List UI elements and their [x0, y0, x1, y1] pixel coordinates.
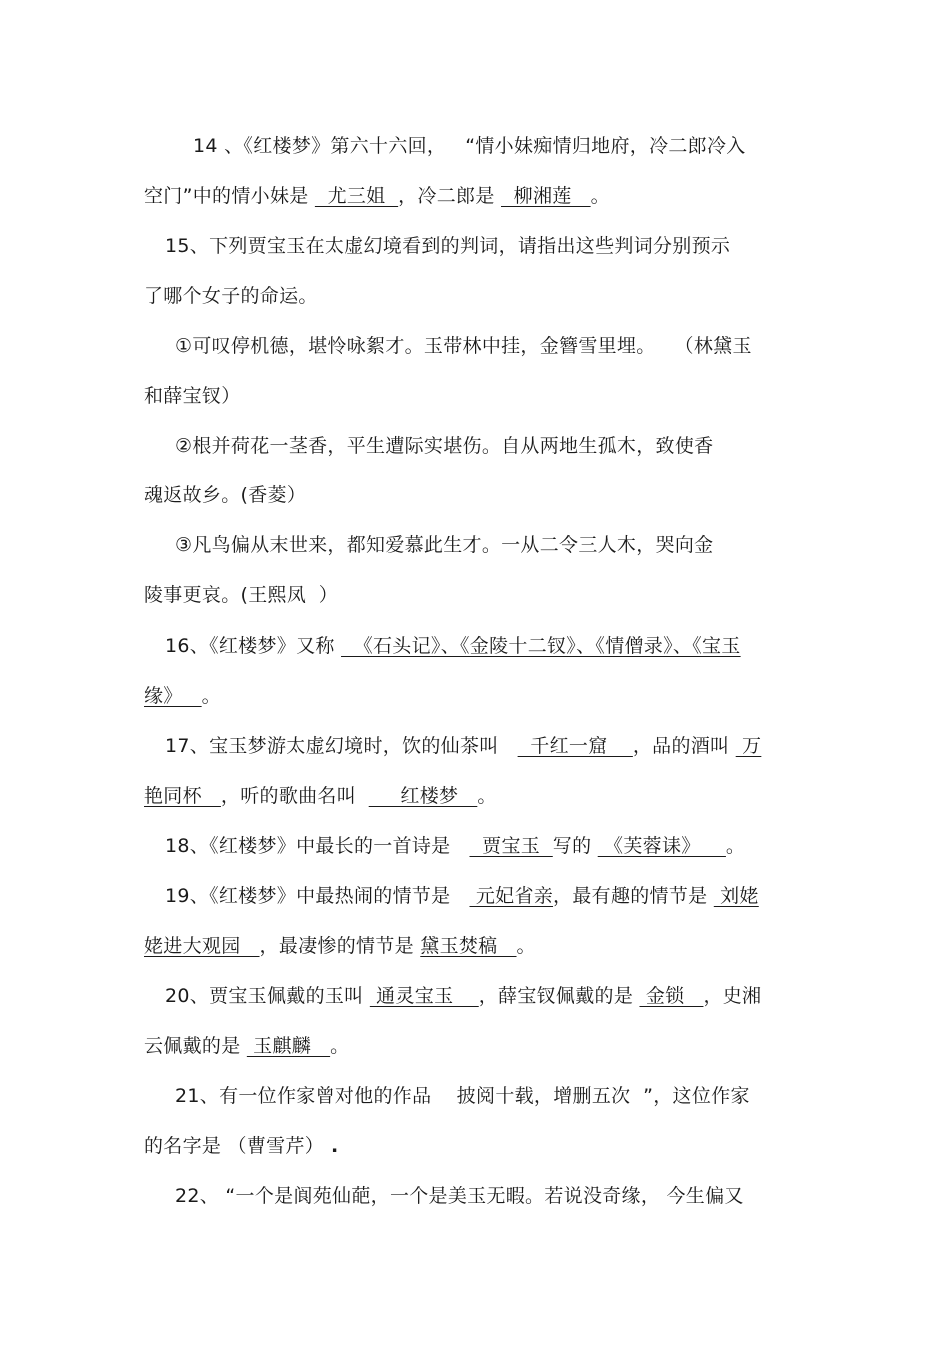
q16-text: 。 — [201, 685, 221, 707]
q18-answer-1: 贾宝玉 — [469, 835, 553, 857]
q17-answer-1: 千红一窟 — [517, 735, 633, 757]
q18-answer-2: 《芙蓉诔》 — [597, 835, 726, 857]
q21-line1: 21、有一位作家曾对他的作品 披阅十载，增删五次 ”，这位作家 — [175, 1085, 750, 1107]
q16-answer-cont: 缘》 — [144, 685, 202, 707]
q16-text: 16、《红楼梦》又称 — [165, 635, 342, 657]
q16-line2 — [144, 684, 221, 708]
q18-line1 — [165, 834, 745, 858]
q17-text: 17、宝玉梦游太虚幻境时，饮的仙茶叫 — [165, 735, 518, 757]
q16-answer: 《石头记》、《金陵十二钗》、《情僧录》、《宝玉 — [341, 635, 741, 657]
q20-line2 — [144, 1034, 349, 1058]
q14-answer-1: 尤三姐 — [314, 185, 399, 207]
q16-line1 — [165, 634, 741, 658]
q20-answer-3: 玉麒麟 — [246, 1035, 331, 1057]
q17-answer-3: 红楼梦 — [368, 785, 478, 807]
q19-line1 — [165, 884, 759, 908]
q19-answer-2-cont: 姥进大观园 — [144, 935, 260, 957]
q17-line2 — [144, 784, 497, 808]
q15-item3-line2: 陵事更哀。(王熙凤 ） — [144, 584, 339, 606]
q19-text: ，最有趣的情节是 — [553, 885, 714, 907]
q20-answer-2: 金锁 — [639, 985, 704, 1007]
q20-line1 — [165, 984, 761, 1008]
q19-text: 19、《红楼梦》中最热闹的情节是 — [165, 885, 470, 907]
q19-line2 — [144, 934, 536, 958]
q17-answer-2-cont: 艳同杯 — [144, 785, 221, 807]
q22-line1: 22、 “一个是阆苑仙葩，一个是美玉无暇。若说没奇缘， 今生偏又 — [175, 1185, 744, 1207]
q14-line1: 14 、《红楼梦》第六十六回， “情小妹痴情归地府，冷二郎冷入 — [193, 135, 746, 157]
q18-text: 。 — [725, 835, 746, 857]
q19-answer-3: 黛玉焚稿 — [420, 935, 517, 957]
q15-item2-line1: ②根并荷花一茎香，平生遭际实堪伤。自从两地生孤木，致使香 — [175, 435, 714, 457]
q15-item1-line1: ①可叹停机德，堪怜咏絮才。玉带林中挂，金簪雪里埋。 （林黛玉 — [175, 335, 752, 357]
q21-line2 — [144, 1134, 338, 1158]
q15-line2: 了哪个女子的命运。 — [144, 285, 318, 307]
q21-text: 的名字是 （曹雪芹） — [144, 1135, 325, 1157]
q14-text: 空门”中的情小妹是 — [144, 185, 315, 207]
q14-line2 — [144, 184, 610, 208]
q17-text: 。 — [477, 785, 497, 807]
q14-text: ，冷二郎是 — [398, 185, 501, 207]
q20-answer-1: 通灵宝玉 — [369, 985, 479, 1007]
q19-text: ，最凄惨的情节是 — [259, 935, 421, 957]
q19-text: 。 — [516, 935, 536, 957]
q19-answer-1: 元妃省亲 — [469, 885, 554, 907]
q20-text: 20、贾宝玉佩戴的玉叫 — [165, 985, 370, 1007]
q14-answer-2: 柳湘莲 — [501, 185, 591, 207]
q15-item3-line1: ③凡鸟偏从末世来，都知爱慕此生才。一从二令三人木，哭向金 — [175, 534, 714, 556]
q20-text: 云佩戴的是 — [144, 1035, 247, 1057]
q20-text: 。 — [330, 1035, 350, 1057]
q20-text: ，薛宝钗佩戴的是 — [478, 985, 640, 1007]
q17-line1 — [165, 734, 761, 758]
q19-answer-2: 刘姥 — [713, 885, 759, 907]
q14-text: 。 — [590, 185, 610, 207]
q15-item1-line2: 和薛宝钗） — [144, 385, 241, 407]
q21-period: . — [324, 1135, 339, 1157]
q15-line1: 15、下列贾宝玉在太虚幻境看到的判词，请指出这些判词分别预示 — [165, 235, 731, 257]
q15-item2-line2: 魂返故乡。(香菱） — [144, 484, 307, 506]
q18-text: 写的 — [552, 835, 598, 857]
q17-text: ，听的歌曲名叫 — [220, 785, 369, 807]
q18-text: 18、《红楼梦》中最长的一首诗是 — [165, 835, 470, 857]
q20-text: ，史湘 — [703, 985, 762, 1007]
q17-answer-2: 万 — [735, 735, 762, 757]
q17-text: ，品的酒叫 — [632, 735, 736, 757]
